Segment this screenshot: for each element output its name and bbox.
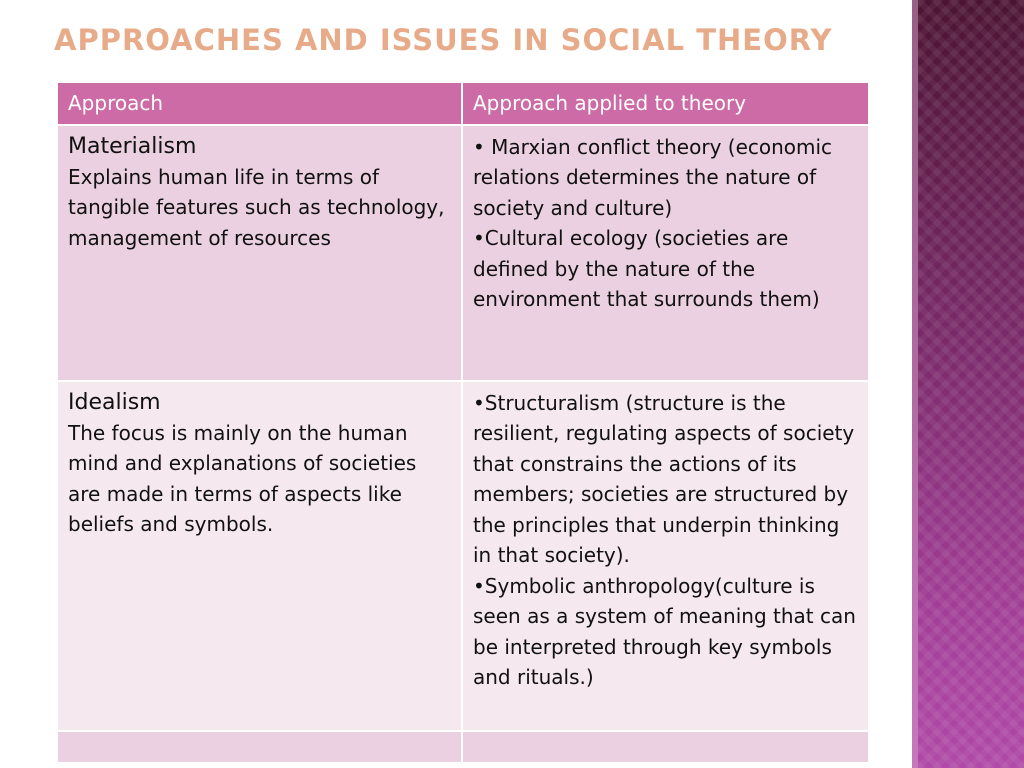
approach-name: Materialism (68, 133, 197, 159)
application-cell (462, 381, 869, 731)
application-bullet: • Marxian conflict theory (economic relations determines the nature of society and culture) (473, 134, 833, 220)
panel-pattern (918, 0, 1024, 768)
column-header-approach: Approach (57, 82, 462, 125)
table-row (57, 125, 869, 381)
empty-cell (57, 731, 462, 763)
table-row-empty (57, 731, 869, 763)
approach-description: Explains human life in terms of tangible features such as technology, management of resources (68, 164, 445, 250)
approach-cell (57, 381, 462, 731)
application-bullet: •Symbolic anthropology(culture is seen as a system of meaning that can be interpreted through key symbols and rituals.) (473, 573, 856, 689)
application-bullet: •Structuralism (structure is the resilient, regulating aspects of society that constrains the actions of its members; societies are structured by the principles that underpin thinking in that society). (473, 390, 855, 567)
approach-description: The focus is mainly on the human mind and explanations of societies are made in terms of aspects like beliefs and symbols. (68, 420, 417, 536)
approach-cell (57, 125, 462, 381)
slide-title: APPROACHES AND ISSUES IN SOCIAL THEORY (54, 23, 833, 57)
decorative-side-panel (912, 0, 1024, 768)
table-header-row (57, 82, 869, 125)
table-row (57, 381, 869, 731)
empty-cell (462, 731, 869, 763)
application-cell (462, 125, 869, 381)
application-bullet: •Cultural ecology (societies are defined by the nature of the environment that surrounds them) (473, 226, 820, 311)
column-header-applied-to-theory: Approach applied to theory (462, 82, 869, 125)
approaches-table (56, 81, 870, 764)
approach-name: Idealism (68, 389, 161, 415)
